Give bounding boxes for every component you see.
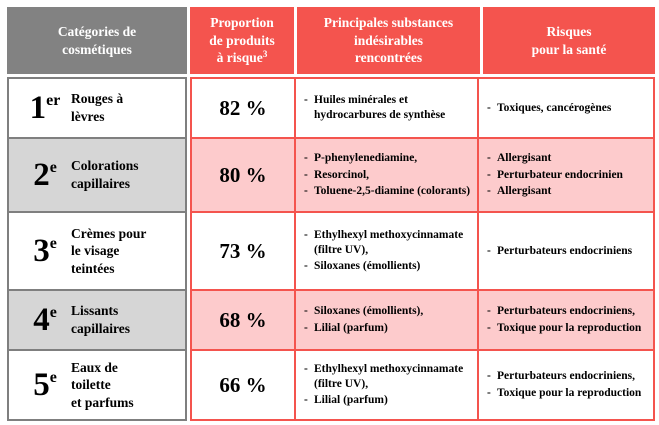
rank-1 [19, 89, 71, 126]
rank-2 [19, 156, 71, 193]
category-line: et parfums [71, 394, 134, 410]
rank-number: 2 [33, 156, 50, 193]
category-line: toilette [71, 377, 111, 393]
header-row [190, 7, 655, 74]
rank-suffix: e [49, 368, 57, 386]
bullet-dash: - [487, 151, 491, 164]
category-cell-1 [9, 79, 185, 137]
substances-cell-5 [296, 351, 477, 419]
risks-cell-3 [479, 213, 653, 289]
proportion-cell-2: 80 % [192, 139, 294, 211]
footnote-superscript: 3 [262, 49, 268, 60]
category-line: Crèmes pour [71, 225, 147, 241]
list-item: - Lilial (parfum) [304, 322, 388, 334]
category-cell-5 [9, 351, 185, 419]
header-line: cosmétiques [62, 41, 132, 57]
category-line: lèvres [71, 109, 105, 124]
list-item: - P-phenylenediamine, [304, 151, 418, 164]
category-line: le visage [71, 243, 120, 259]
list-item: - Resorcinol, [304, 168, 370, 181]
list-item: - Huiles minérales et hydrocarbures de synthèse [304, 94, 446, 121]
header-substances [297, 7, 480, 74]
rank-4 [19, 301, 71, 338]
bullet-dash: - [487, 322, 491, 334]
header-line: indésirables [353, 32, 423, 48]
risks-cell-1 [479, 79, 653, 137]
list-item: - Siloxanes (émollients), [304, 305, 424, 318]
list-item: - Perturbateurs endocriniens [487, 244, 633, 257]
data-cells [190, 77, 655, 421]
bullet-dash: - [487, 244, 491, 257]
list-item: - Toluene-2,5-diamine (colorants) [304, 185, 471, 198]
bullet-dash: - [304, 322, 308, 334]
bullet-dash: - [304, 94, 308, 107]
header-line: Proportion [210, 14, 274, 30]
list-item: - Perturbateurs endocriniens, [487, 305, 635, 318]
category-line: Colorations [71, 158, 139, 174]
list-item: - Allergisant [487, 185, 552, 198]
categories-column [7, 7, 187, 421]
header-categories [7, 7, 187, 74]
list-item: - Toxique pour la reproduction [487, 322, 642, 334]
list-item: - Perturbateurs endocriniens, [487, 370, 635, 383]
bullet-dash: - [487, 387, 491, 399]
header-line: Risques [546, 23, 592, 39]
proportion-cell-1: 82 % [192, 79, 294, 137]
category-line: Eaux de [71, 359, 118, 375]
category-cell-4 [9, 291, 185, 349]
bullet-dash: - [487, 168, 491, 181]
table-body [7, 7, 655, 421]
proportion-cell-3: 73 % [192, 213, 294, 289]
list-item: - Lilial (parfum) [304, 394, 388, 407]
list-item: - Toxique pour la reproduction [487, 387, 642, 399]
header-risks [483, 7, 655, 74]
list-item: - Ethylhexyl methoxycinnamate (filtre UV), [304, 228, 464, 256]
category-line: Rouges à [71, 91, 124, 107]
data-columns [190, 7, 655, 421]
list-item: - Toxiques, cancérogènes [487, 101, 612, 114]
bullet-dash: - [487, 370, 491, 383]
bullet-dash: - [304, 185, 308, 198]
list-item: - Siloxanes (émollients) [304, 260, 421, 273]
bullet-dash: - [304, 168, 308, 181]
substances-cell-2 [296, 139, 477, 211]
category-label [71, 302, 130, 337]
category-cell-3 [9, 213, 185, 289]
proportion-cell-5: 66 % [192, 351, 294, 419]
risks-cell-5 [479, 351, 653, 419]
list-item: - Perturbateur endocrinien [487, 168, 623, 181]
risks-cell-4 [479, 291, 653, 349]
rank-number: 5 [33, 366, 50, 403]
bullet-dash: - [304, 151, 308, 164]
category-line: capillaires [71, 321, 130, 336]
header-line: rencontrées [354, 50, 423, 66]
bullet-dash: - [304, 394, 308, 407]
rank-number: 4 [33, 301, 50, 338]
bullet-dash: - [304, 228, 308, 241]
header-line-text: à risque [216, 50, 263, 66]
category-line: Lissants [71, 303, 119, 319]
header-line: pour la santé [531, 41, 607, 57]
rank-suffix: er [46, 91, 61, 109]
bullet-dash: - [487, 305, 491, 318]
proportion-cell-4: 68 % [192, 291, 294, 349]
category-line: teintées [71, 260, 115, 276]
bullet-dash: - [304, 260, 308, 273]
header-line [217, 49, 268, 67]
category-cell-2 [9, 139, 185, 211]
bullet-dash: - [487, 185, 491, 198]
category-label [71, 359, 134, 412]
list-item: - Allergisant [487, 151, 552, 164]
bullet-dash: - [304, 362, 308, 375]
category-label [71, 225, 146, 278]
rank-5 [19, 366, 71, 403]
substances-cell-3 [296, 213, 477, 289]
header-line: Catégories de [57, 23, 137, 39]
rank-3 [19, 232, 71, 269]
category-line: capillaires [71, 176, 130, 191]
rank-number: 1 [29, 89, 47, 126]
substances-cell-1 [296, 79, 477, 137]
substances-cell-4 [296, 291, 477, 349]
bullet-dash: - [304, 305, 308, 318]
rank-suffix: e [49, 158, 57, 176]
category-label [71, 90, 123, 125]
category-label [71, 157, 139, 192]
risks-cell-2 [479, 139, 653, 211]
list-item: - Ethylhexyl methoxycinnamate (filtre UV), [304, 362, 464, 390]
header-proportion [190, 7, 294, 74]
categories-cells [7, 77, 187, 421]
header-line: de produits [209, 32, 275, 48]
header-line: Principales substances [323, 14, 454, 30]
rank-suffix: e [49, 234, 57, 252]
rank-number: 3 [33, 232, 50, 269]
bullet-dash: - [487, 101, 491, 114]
rank-suffix: e [49, 303, 57, 321]
